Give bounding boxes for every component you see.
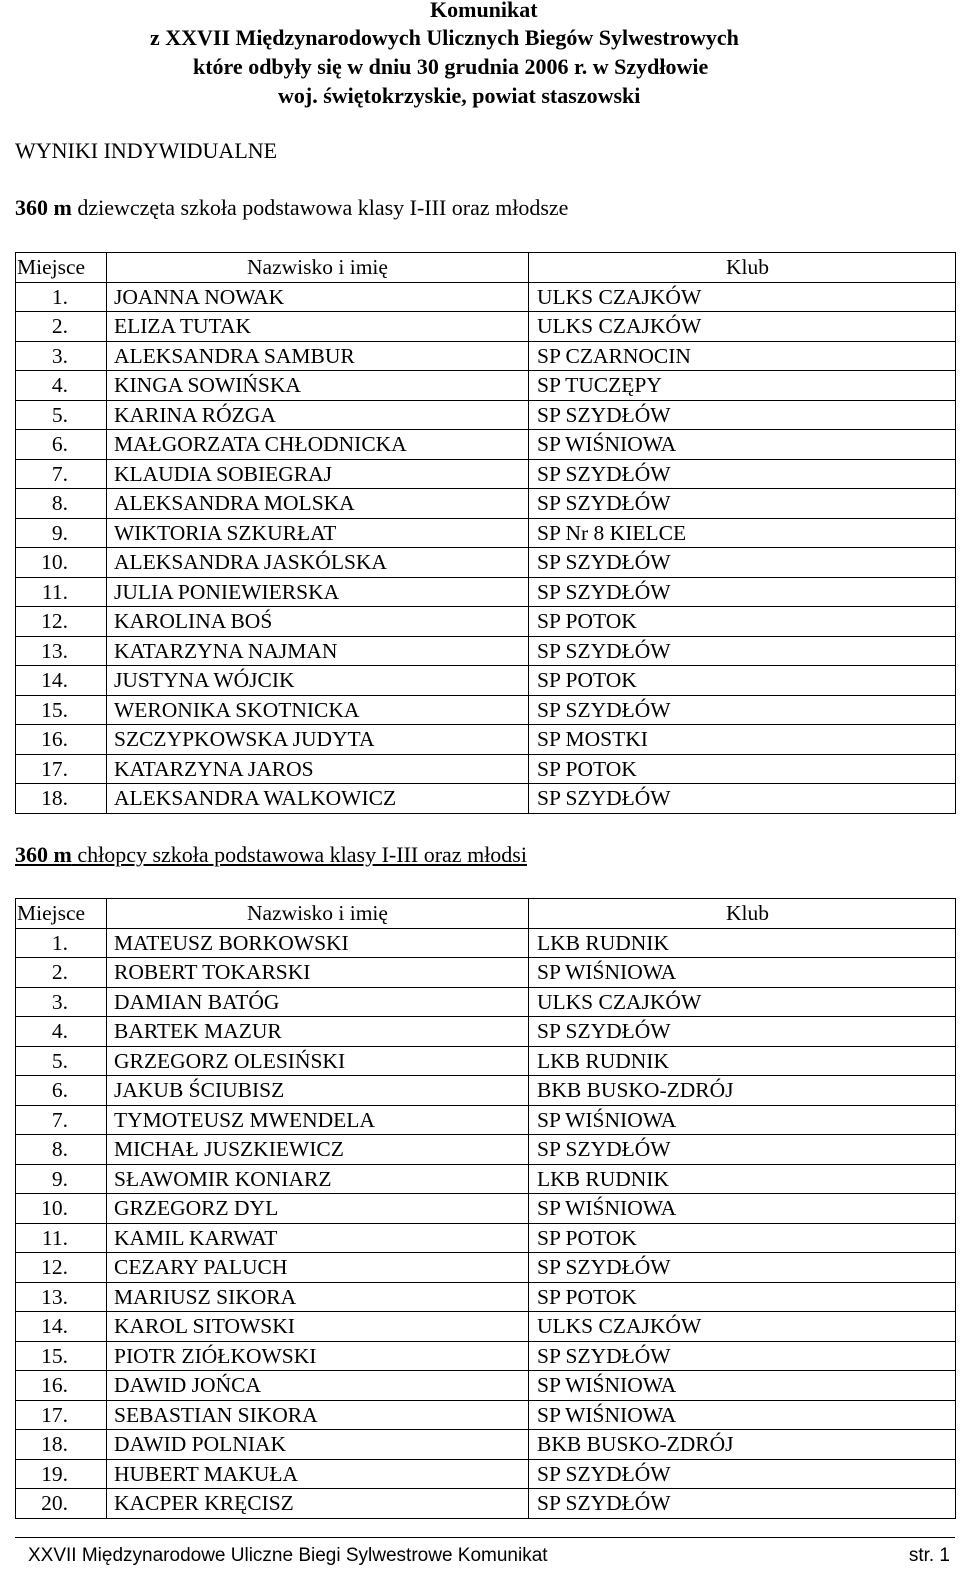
- club-cell: SP SZYDŁÓW: [529, 636, 956, 666]
- table-row: [16, 1459, 956, 1489]
- table-row: [16, 928, 956, 958]
- name-cell: KINGA SOWIŃSKA: [107, 371, 529, 401]
- place-cell: 4.: [16, 371, 107, 401]
- place-cell: 8.: [16, 489, 107, 519]
- place-cell: 5.: [16, 400, 107, 430]
- table-row: [16, 1105, 956, 1135]
- place-cell: 15.: [16, 1341, 107, 1371]
- results-label: WYNIKI INDYWIDUALNE: [15, 138, 278, 163]
- table-row: [16, 1341, 956, 1371]
- name-cell: KATARZYNA JAROS: [107, 754, 529, 784]
- place-cell: 16.: [16, 1371, 107, 1401]
- table-row: [16, 784, 956, 814]
- club-cell: SP SZYDŁÓW: [529, 784, 956, 814]
- column-header-place: Miejsce: [16, 899, 107, 929]
- place-cell: 9.: [16, 1164, 107, 1194]
- place-cell: 3.: [16, 341, 107, 371]
- table-row: [16, 754, 956, 784]
- table-row: [16, 400, 956, 430]
- name-cell: TYMOTEUSZ MWENDELA: [107, 1105, 529, 1135]
- table-row: [16, 312, 956, 342]
- table-row: [16, 1430, 956, 1460]
- name-cell: HUBERT MAKUŁA: [107, 1459, 529, 1489]
- table-row: [16, 1223, 956, 1253]
- club-cell: SP WIŚNIOWA: [529, 1105, 956, 1135]
- table-row: [16, 1194, 956, 1224]
- footer-document-title: XXVII Międzynarodowe Uliczne Biegi Sylwestrowe Komunikat: [28, 1545, 548, 1566]
- table-row: [16, 518, 956, 548]
- section1-results-table: [15, 252, 956, 814]
- place-cell: 18.: [16, 784, 107, 814]
- name-cell: MAŁGORZATA CHŁODNICKA: [107, 430, 529, 460]
- club-cell: SP WIŚNIOWA: [529, 958, 956, 988]
- column-header-name: Nazwisko i imię: [107, 253, 529, 283]
- table-row: [16, 1017, 956, 1047]
- name-cell: KARINA RÓZGA: [107, 400, 529, 430]
- header-event-location: woj. świętokrzyskie, powiat staszowski: [278, 83, 641, 108]
- name-cell: ALEKSANDRA MOLSKA: [107, 489, 529, 519]
- section2-title-category: chłopcy szkoła podstawowa klasy I-III oraz młodsi: [71, 842, 527, 867]
- place-cell: 5.: [16, 1046, 107, 1076]
- name-cell: JOANNA NOWAK: [107, 282, 529, 312]
- name-cell: KLAUDIA SOBIEGRAJ: [107, 459, 529, 489]
- table-row: [16, 548, 956, 578]
- place-cell: 2.: [16, 312, 107, 342]
- club-cell: SP WIŚNIOWA: [529, 1194, 956, 1224]
- table-row: [16, 607, 956, 637]
- club-cell: SP SZYDŁÓW: [529, 577, 956, 607]
- place-cell: 10.: [16, 1194, 107, 1224]
- section1-title-distance: 360 m: [15, 195, 72, 220]
- place-cell: 9.: [16, 518, 107, 548]
- place-cell: 13.: [16, 1282, 107, 1312]
- section2-results-body: [16, 928, 956, 1518]
- place-cell: 20.: [16, 1489, 107, 1519]
- club-cell: SP SZYDŁÓW: [529, 1341, 956, 1371]
- club-cell: SP WIŚNIOWA: [529, 430, 956, 460]
- table-row: [16, 695, 956, 725]
- name-cell: DAMIAN BATÓG: [107, 987, 529, 1017]
- club-cell: SP POTOK: [529, 754, 956, 784]
- table-row: [16, 1135, 956, 1165]
- place-cell: 11.: [16, 577, 107, 607]
- club-cell: SP Nr 8 KIELCE: [529, 518, 956, 548]
- table-row: [16, 725, 956, 755]
- place-cell: 16.: [16, 725, 107, 755]
- table-row: [16, 430, 956, 460]
- place-cell: 6.: [16, 1076, 107, 1106]
- footer-divider: [15, 1537, 955, 1538]
- name-cell: JULIA PONIEWIERSKA: [107, 577, 529, 607]
- name-cell: KAROL SITOWSKI: [107, 1312, 529, 1342]
- place-cell: 11.: [16, 1223, 107, 1253]
- club-cell: ULKS CZAJKÓW: [529, 987, 956, 1017]
- name-cell: DAWID POLNIAK: [107, 1430, 529, 1460]
- club-cell: SP SZYDŁÓW: [529, 695, 956, 725]
- club-cell: ULKS CZAJKÓW: [529, 312, 956, 342]
- table-row: [16, 371, 956, 401]
- place-cell: 12.: [16, 607, 107, 637]
- table-row: [16, 1046, 956, 1076]
- column-header-club: Klub: [529, 253, 956, 283]
- header-event-name: z XXVII Międzynarodowych Ulicznych Biegów Sylwestrowych: [150, 25, 739, 50]
- name-cell: SEBASTIAN SIKORA: [107, 1400, 529, 1430]
- club-cell: BKB BUSKO-ZDRÓJ: [529, 1076, 956, 1106]
- table-row: [16, 1282, 956, 1312]
- club-cell: SP WIŚNIOWA: [529, 1400, 956, 1430]
- name-cell: WERONIKA SKOTNICKA: [107, 695, 529, 725]
- club-cell: BKB BUSKO-ZDRÓJ: [529, 1430, 956, 1460]
- place-cell: 12.: [16, 1253, 107, 1283]
- table-row: [16, 459, 956, 489]
- club-cell: SP SZYDŁÓW: [529, 548, 956, 578]
- name-cell: PIOTR ZIÓŁKOWSKI: [107, 1341, 529, 1371]
- club-cell: LKB RUDNIK: [529, 1164, 956, 1194]
- club-cell: SP SZYDŁÓW: [529, 1459, 956, 1489]
- place-cell: 4.: [16, 1017, 107, 1047]
- place-cell: 18.: [16, 1430, 107, 1460]
- name-cell: MARIUSZ SIKORA: [107, 1282, 529, 1312]
- place-cell: 13.: [16, 636, 107, 666]
- column-header-name: Nazwisko i imię: [107, 899, 529, 929]
- table-row: [16, 636, 956, 666]
- name-cell: CEZARY PALUCH: [107, 1253, 529, 1283]
- place-cell: 14.: [16, 666, 107, 696]
- name-cell: ALEKSANDRA WALKOWICZ: [107, 784, 529, 814]
- club-cell: SP SZYDŁÓW: [529, 1017, 956, 1047]
- column-header-place: Miejsce: [16, 253, 107, 283]
- name-cell: KATARZYNA NAJMAN: [107, 636, 529, 666]
- place-cell: 7.: [16, 1105, 107, 1135]
- place-cell: 3.: [16, 987, 107, 1017]
- place-cell: 10.: [16, 548, 107, 578]
- table-header-row: [16, 899, 956, 929]
- table-header-row: [16, 253, 956, 283]
- table-row: [16, 1076, 956, 1106]
- place-cell: 2.: [16, 958, 107, 988]
- place-cell: 19.: [16, 1459, 107, 1489]
- name-cell: JUSTYNA WÓJCIK: [107, 666, 529, 696]
- club-cell: SP SZYDŁÓW: [529, 1253, 956, 1283]
- table-row: [16, 958, 956, 988]
- section1-results-body: [16, 282, 956, 813]
- place-cell: 8.: [16, 1135, 107, 1165]
- section2-title-distance: 360 m: [15, 842, 72, 867]
- table-row: [16, 666, 956, 696]
- club-cell: SP MOSTKI: [529, 725, 956, 755]
- place-cell: 1.: [16, 928, 107, 958]
- club-cell: SP CZARNOCIN: [529, 341, 956, 371]
- club-cell: ULKS CZAJKÓW: [529, 282, 956, 312]
- name-cell: KAROLINA BOŚ: [107, 607, 529, 637]
- name-cell: ROBERT TOKARSKI: [107, 958, 529, 988]
- name-cell: BARTEK MAZUR: [107, 1017, 529, 1047]
- place-cell: 17.: [16, 754, 107, 784]
- table-row: [16, 341, 956, 371]
- name-cell: WIKTORIA SZKURŁAT: [107, 518, 529, 548]
- name-cell: SZCZYPKOWSKA JUDYTA: [107, 725, 529, 755]
- table-row: [16, 1400, 956, 1430]
- place-cell: 1.: [16, 282, 107, 312]
- name-cell: ALEKSANDRA JASKÓLSKA: [107, 548, 529, 578]
- club-cell: SP POTOK: [529, 1223, 956, 1253]
- place-cell: 17.: [16, 1400, 107, 1430]
- table-row: [16, 282, 956, 312]
- table-row: [16, 987, 956, 1017]
- table-row: [16, 577, 956, 607]
- section1-title-category: dziewczęta szkoła podstawowa klasy I-III oraz młodsze: [71, 195, 569, 220]
- name-cell: MICHAŁ JUSZKIEWICZ: [107, 1135, 529, 1165]
- club-cell: SP SZYDŁÓW: [529, 1489, 956, 1519]
- club-cell: SP TUCZĘPY: [529, 371, 956, 401]
- name-cell: KAMIL KARWAT: [107, 1223, 529, 1253]
- place-cell: 6.: [16, 430, 107, 460]
- club-cell: SP SZYDŁÓW: [529, 459, 956, 489]
- table-row: [16, 1312, 956, 1342]
- name-cell: GRZEGORZ OLESIŃSKI: [107, 1046, 529, 1076]
- club-cell: SP WIŚNIOWA: [529, 1371, 956, 1401]
- club-cell: SP SZYDŁÓW: [529, 489, 956, 519]
- header-event-date: które odbyły się w dniu 30 grudnia 2006 r. w Szydłowie: [193, 54, 709, 79]
- club-cell: SP POTOK: [529, 666, 956, 696]
- section1-title: [15, 195, 568, 221]
- club-cell: SP SZYDŁÓW: [529, 400, 956, 430]
- name-cell: ALEKSANDRA SAMBUR: [107, 341, 529, 371]
- place-cell: 7.: [16, 459, 107, 489]
- section2-title: [15, 842, 527, 868]
- name-cell: KACPER KRĘCISZ: [107, 1489, 529, 1519]
- name-cell: DAWID JOŃCA: [107, 1371, 529, 1401]
- club-cell: SP POTOK: [529, 607, 956, 637]
- table-row: [16, 489, 956, 519]
- place-cell: 14.: [16, 1312, 107, 1342]
- name-cell: SŁAWOMIR KONIARZ: [107, 1164, 529, 1194]
- footer-page-number: str. 1: [908, 1545, 950, 1566]
- table-row: [16, 1371, 956, 1401]
- name-cell: ELIZA TUTAK: [107, 312, 529, 342]
- header-title: Komunikat: [430, 0, 538, 22]
- name-cell: GRZEGORZ DYL: [107, 1194, 529, 1224]
- column-header-club: Klub: [529, 899, 956, 929]
- table-row: [16, 1164, 956, 1194]
- place-cell: 15.: [16, 695, 107, 725]
- club-cell: ULKS CZAJKÓW: [529, 1312, 956, 1342]
- club-cell: LKB RUDNIK: [529, 928, 956, 958]
- club-cell: SP POTOK: [529, 1282, 956, 1312]
- table-row: [16, 1253, 956, 1283]
- name-cell: JAKUB ŚCIUBISZ: [107, 1076, 529, 1106]
- section2-results-table: [15, 898, 956, 1519]
- table-row: [16, 1489, 956, 1519]
- club-cell: SP SZYDŁÓW: [529, 1135, 956, 1165]
- club-cell: LKB RUDNIK: [529, 1046, 956, 1076]
- name-cell: MATEUSZ BORKOWSKI: [107, 928, 529, 958]
